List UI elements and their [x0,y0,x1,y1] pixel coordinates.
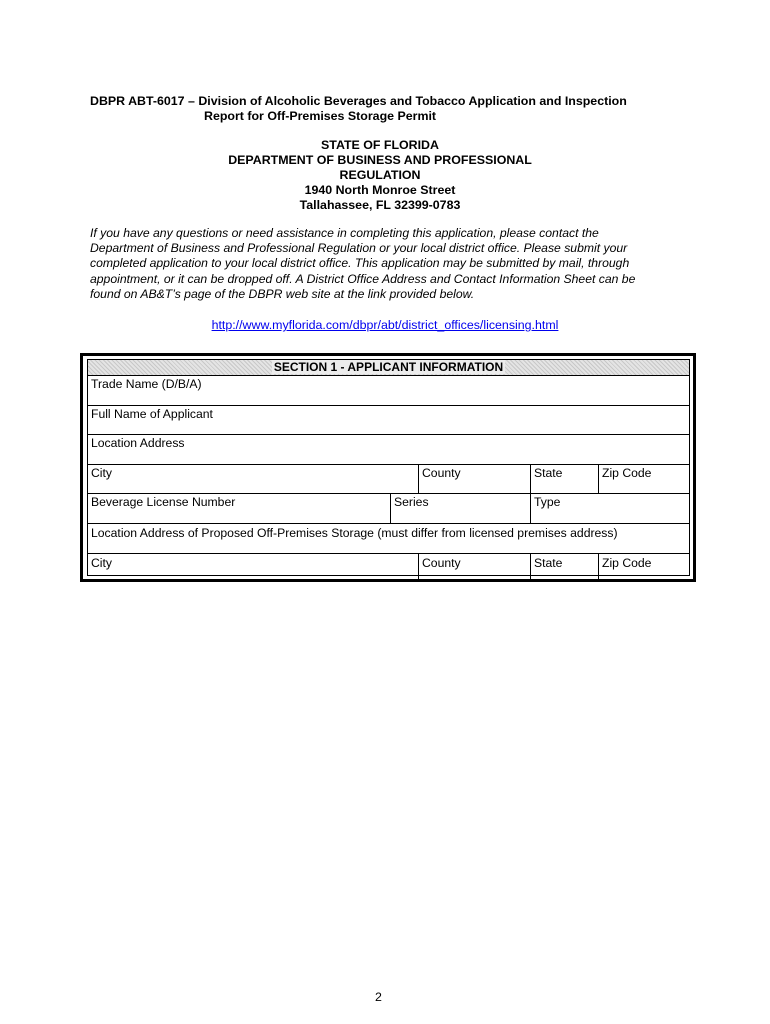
type-field[interactable]: Type [530,494,689,523]
state-field[interactable]: State [530,465,598,493]
location-address-field[interactable] [88,435,689,465]
trade-name-label: Trade Name (D/B/A) [91,377,202,391]
trade-name-field[interactable] [88,376,689,406]
agency-block [180,138,580,213]
county-field[interactable]: County [418,465,530,493]
intro-line: appointment, or it can be dropped off. A District Office Address and Contact Information Sheet can be [90,271,636,286]
storage-zip-code-field[interactable]: Zip Code [598,554,689,581]
intro-line: Department of Business and Professional Regulation or your local district office. Please submit your [90,241,628,256]
intro-line: completed application to your local district office. This application may be submitted by mail, through [90,256,630,271]
intro-line: found on AB&T’s page of the DBPR web site at the link provided below. [90,286,475,301]
storage-city-row [88,554,689,581]
city-row [88,465,689,494]
agency-department-cont: REGULATION [339,168,421,182]
title-line-1: DBPR ABT-6017 – Division of Alcoholic Beverages and Tobacco Application and Inspection [90,94,627,108]
section-1-heading: SECTION 1 - APPLICANT INFORMATION [88,360,689,376]
applicant-information-form [80,353,696,582]
full-name-label: Full Name of Applicant [91,407,213,421]
license-row [88,494,689,524]
storage-address-label: Location Address of Proposed Off-Premises Storage (must differ from licensed premises address) [91,526,618,540]
agency-street: 1940 North Monroe Street [304,183,456,197]
city-field[interactable]: City [91,466,112,480]
beverage-license-number-field[interactable]: Beverage License Number [91,495,236,509]
intro-line: If you have any questions or need assistance in completing this application, please contact the [90,226,599,240]
district-offices-link[interactable]: http://www.myflorida.com/dbpr/abt/district_offices/licensing.html [211,318,559,332]
location-address-label: Location Address [91,436,185,450]
zip-code-field[interactable]: Zip Code [598,465,689,493]
form-title [90,94,690,124]
storage-city-field[interactable]: City [91,556,112,570]
storage-address-field[interactable] [88,524,689,554]
series-field[interactable]: Series [390,494,530,523]
agency-state: STATE OF FLORIDA [321,138,439,152]
title-line-2: Report for Off-Premises Storage Permit [204,109,437,123]
full-name-field[interactable] [88,406,689,435]
storage-state-field[interactable]: State [530,554,598,581]
intro-paragraph [90,226,690,302]
page-number: 2 [375,990,382,1004]
agency-city: Tallahassee, FL 32399-0783 [299,198,461,212]
storage-county-field[interactable]: County [418,554,530,581]
agency-department: DEPARTMENT OF BUSINESS AND PROFESSIONAL [228,153,532,167]
